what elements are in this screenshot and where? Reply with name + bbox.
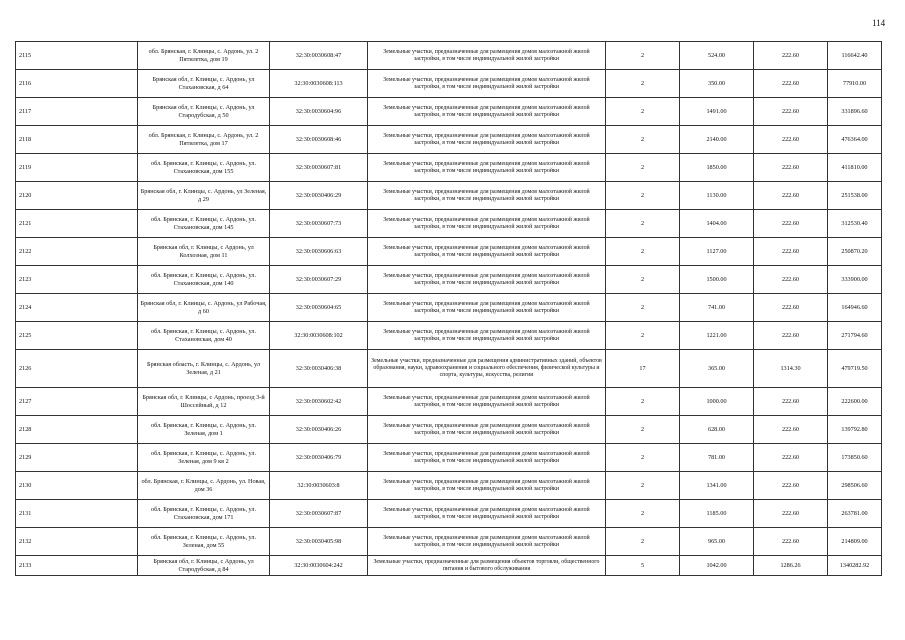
address-cell: Брянская обл, г. Клинцы, с. Ардонь, ул Стародубская, д 50 xyxy=(138,98,270,126)
cadastral-number-cell: 32:30:0030406:26 xyxy=(270,416,368,444)
land-use-cell: Земельные участки, предназначенные для размещения домов малоэтажной жилой застройки, в том числе индивидуальной жилой застройки xyxy=(368,154,606,182)
address-cell: Брянская обл, г. Клинцы, с. Ардонь, ул Зеленая, д 29 xyxy=(138,182,270,210)
unit-value-cell: 222.60 xyxy=(754,70,828,98)
row-number: 2126 xyxy=(16,350,138,388)
table-row xyxy=(16,126,882,154)
group-cell: 2 xyxy=(606,528,680,556)
table-row xyxy=(16,98,882,126)
table-row xyxy=(16,350,882,388)
area-cell: 965.00 xyxy=(680,528,754,556)
land-use-cell: Земельные участки, предназначенные для размещения домов малоэтажной жилой застройки, в том числе индивидуальной жилой застройки xyxy=(368,444,606,472)
table-row xyxy=(16,70,882,98)
land-use-cell: Земельные участки, предназначенные для размещения административных зданий, объектов образования, науки, здравоохранения и социального обеспечения, физической культуры и спорта, культуры, искусства, религии xyxy=(368,350,606,388)
area-cell: 781.00 xyxy=(680,444,754,472)
address-cell: Брянская обл, г. Клинцы, с Ардонь, ул Стародубская, д 84 xyxy=(138,556,270,576)
address-cell: обл. Брянская, г. Клинцы, с. Ардонь, ул. Зеленая, дом 55 xyxy=(138,528,270,556)
cadastral-number-cell: 32:30:0030608:46 xyxy=(270,126,368,154)
address-cell: обл. Брянская, г. Клинцы, с. Ардонь, ул. Стахановская, дом 171 xyxy=(138,500,270,528)
cadastral-number-cell: 32:30:0030603:8 xyxy=(270,472,368,500)
land-use-cell: Земельные участки, предназначенные для размещения домов малоэтажной жилой застройки, в том числе индивидуальной жилой застройки xyxy=(368,98,606,126)
group-cell: 17 xyxy=(606,350,680,388)
land-use-cell: Земельные участки, предназначенные для размещения домов малоэтажной жилой застройки, в том числе индивидуальной жилой застройки xyxy=(368,70,606,98)
table-row xyxy=(16,266,882,294)
cadastral-value-cell: 298506.60 xyxy=(828,472,882,500)
unit-value-cell: 222.60 xyxy=(754,266,828,294)
cadastral-number-cell: 32:30:0030608:102 xyxy=(270,322,368,350)
cadastral-value-cell: 173850.60 xyxy=(828,444,882,472)
cadastral-number-cell: 32:30:0030405:98 xyxy=(270,528,368,556)
area-cell: 741.00 xyxy=(680,294,754,322)
cadastral-value-cell: 164946.60 xyxy=(828,294,882,322)
group-cell: 2 xyxy=(606,238,680,266)
land-use-cell: Земельные участки, предназначенные для размещения домов малоэтажной жилой застройки, в том числе индивидуальной жилой застройки xyxy=(368,42,606,70)
cadastral-value-cell: 139792.80 xyxy=(828,416,882,444)
row-number: 2129 xyxy=(16,444,138,472)
address-cell: обл. Брянская, г. Клинцы, с. Ардонь, ул. Новая, дом 36 xyxy=(138,472,270,500)
address-cell: Брянская обл, г. Клинцы, с Ардонь, проезд 3-й Шоссейный, д 12 xyxy=(138,388,270,416)
unit-value-cell: 222.60 xyxy=(754,500,828,528)
unit-value-cell: 222.60 xyxy=(754,238,828,266)
area-cell: 2140.00 xyxy=(680,126,754,154)
cadastral-number-cell: 32:30:0030607:87 xyxy=(270,500,368,528)
group-cell: 2 xyxy=(606,126,680,154)
row-number: 2121 xyxy=(16,210,138,238)
table-row xyxy=(16,182,882,210)
area-cell: 1850.00 xyxy=(680,154,754,182)
group-cell: 2 xyxy=(606,154,680,182)
unit-value-cell: 222.60 xyxy=(754,444,828,472)
unit-value-cell: 222.60 xyxy=(754,294,828,322)
page-number: 114 xyxy=(872,18,886,28)
table-row xyxy=(16,210,882,238)
cadastral-value-cell: 77910.00 xyxy=(828,70,882,98)
land-use-cell: Земельные участки, предназначенные для размещения домов малоэтажной жилой застройки, в том числе индивидуальной жилой застройки xyxy=(368,500,606,528)
cadastral-value-cell: 333900.00 xyxy=(828,266,882,294)
group-cell: 2 xyxy=(606,210,680,238)
table-row xyxy=(16,556,882,576)
cadastral-number-cell: 32:30:0030406:38 xyxy=(270,350,368,388)
cadastral-number-cell: 32:30:0030607:73 xyxy=(270,210,368,238)
land-use-cell: Земельные участки, предназначенные для размещения домов малоэтажной жилой застройки, в том числе индивидуальной жилой застройки xyxy=(368,416,606,444)
row-number: 2131 xyxy=(16,500,138,528)
unit-value-cell: 222.60 xyxy=(754,472,828,500)
address-cell: Брянская область, г. Клинцы, с. Ардонь, ул Зеленая, д 21 xyxy=(138,350,270,388)
land-use-cell: Земельные участки, предназначенные для размещения домов малоэтажной жилой застройки, в том числе индивидуальной жилой застройки xyxy=(368,266,606,294)
table-row xyxy=(16,472,882,500)
area-cell: 1185.00 xyxy=(680,500,754,528)
cadastral-value-cell: 116642.40 xyxy=(828,42,882,70)
area-cell: 1130.00 xyxy=(680,182,754,210)
row-number: 2125 xyxy=(16,322,138,350)
unit-value-cell: 222.60 xyxy=(754,322,828,350)
table-row xyxy=(16,528,882,556)
table-row xyxy=(16,416,882,444)
unit-value-cell: 222.60 xyxy=(754,182,828,210)
cadastral-value-cell: 479719.50 xyxy=(828,350,882,388)
cadastral-number-cell: 32:30:0030607:29 xyxy=(270,266,368,294)
group-cell: 2 xyxy=(606,500,680,528)
address-cell: обл. Брянская, г. Клинцы, с. Ардонь, ул. Зеленая, дом 9 кв 2 xyxy=(138,444,270,472)
area-cell: 1221.00 xyxy=(680,322,754,350)
cadastral-value-cell: 331896.60 xyxy=(828,98,882,126)
table-row xyxy=(16,388,882,416)
cadastral-number-cell: 32:30:0030406:79 xyxy=(270,444,368,472)
land-use-cell: Земельные участки, предназначенные для размещения объектов торговли, общественного питания и бытового обслуживания xyxy=(368,556,606,576)
unit-value-cell: 222.60 xyxy=(754,388,828,416)
table-body xyxy=(16,42,882,576)
group-cell: 2 xyxy=(606,472,680,500)
row-number: 2119 xyxy=(16,154,138,182)
area-cell: 1500.00 xyxy=(680,266,754,294)
cadastral-number-cell: 32:30:0030604:96 xyxy=(270,98,368,126)
land-use-cell: Земельные участки, предназначенные для размещения домов малоэтажной жилой застройки, в том числе индивидуальной жилой застройки xyxy=(368,472,606,500)
area-cell: 628.00 xyxy=(680,416,754,444)
address-cell: обл. Брянская, г. Клинцы, с. Ардонь, ул. Стахановская, дом 40 xyxy=(138,322,270,350)
cadastral-value-cell: 476364.00 xyxy=(828,126,882,154)
group-cell: 2 xyxy=(606,98,680,126)
area-cell: 1404.00 xyxy=(680,210,754,238)
address-cell: обл. Брянская, г. Клинцы, с. Ардонь, ул. Зеленая, дом 1 xyxy=(138,416,270,444)
area-cell: 524.00 xyxy=(680,42,754,70)
group-cell: 2 xyxy=(606,42,680,70)
address-cell: обл. Брянская, г. Клинцы, с. Ардонь, ул. Стахановская, дом 145 xyxy=(138,210,270,238)
cadastral-number-cell: 32:30:0030604:242 xyxy=(270,556,368,576)
cadastral-number-cell: 32:30:0030608:113 xyxy=(270,70,368,98)
land-use-cell: Земельные участки, предназначенные для размещения домов малоэтажной жилой застройки, в том числе индивидуальной жилой застройки xyxy=(368,388,606,416)
table-row xyxy=(16,500,882,528)
unit-value-cell: 1286.26 xyxy=(754,556,828,576)
land-use-cell: Земельные участки, предназначенные для размещения домов малоэтажной жилой застройки, в том числе индивидуальной жилой застройки xyxy=(368,322,606,350)
group-cell: 2 xyxy=(606,388,680,416)
land-use-cell: Земельные участки, предназначенные для размещения домов малоэтажной жилой застройки, в том числе индивидуальной жилой застройки xyxy=(368,210,606,238)
area-cell: 1491.00 xyxy=(680,98,754,126)
row-number: 2133 xyxy=(16,556,138,576)
address-cell: Брянская обл, г. Клинцы, с. Ардонь, ул Стахановская, д 64 xyxy=(138,70,270,98)
unit-value-cell: 222.60 xyxy=(754,528,828,556)
row-number: 2116 xyxy=(16,70,138,98)
cadastral-value-cell: 1340282.92 xyxy=(828,556,882,576)
area-cell: 1341.00 xyxy=(680,472,754,500)
row-number: 2128 xyxy=(16,416,138,444)
unit-value-cell: 222.60 xyxy=(754,210,828,238)
unit-value-cell: 222.60 xyxy=(754,42,828,70)
land-use-cell: Земельные участки, предназначенные для размещения домов малоэтажной жилой застройки, в том числе индивидуальной жилой застройки xyxy=(368,126,606,154)
address-cell: обл. Брянская, г. Клинцы, с. Ардонь, ул. Стахановская, дом 140 xyxy=(138,266,270,294)
group-cell: 5 xyxy=(606,556,680,576)
cadastral-value-cell: 251538.00 xyxy=(828,182,882,210)
row-number: 2118 xyxy=(16,126,138,154)
cadastral-number-cell: 32:30:0030607:81 xyxy=(270,154,368,182)
unit-value-cell: 222.60 xyxy=(754,154,828,182)
cadastral-value-cell: 271794.60 xyxy=(828,322,882,350)
land-use-cell: Земельные участки, предназначенные для размещения домов малоэтажной жилой застройки, в том числе индивидуальной жилой застройки xyxy=(368,238,606,266)
address-cell: обл. Брянская, г. Клинцы, с. Ардонь, ул. 2 Пятилетка, дом 17 xyxy=(138,126,270,154)
row-number: 2120 xyxy=(16,182,138,210)
group-cell: 2 xyxy=(606,444,680,472)
unit-value-cell: 222.60 xyxy=(754,98,828,126)
table-row xyxy=(16,154,882,182)
row-number: 2127 xyxy=(16,388,138,416)
table-row xyxy=(16,322,882,350)
address-cell: Брянская обл, г. Клинцы, с. Ардонь, ул Рабочая, д 60 xyxy=(138,294,270,322)
cadastral-number-cell: 32:30:0030604:65 xyxy=(270,294,368,322)
cadastral-value-cell: 214809.00 xyxy=(828,528,882,556)
table-row xyxy=(16,294,882,322)
group-cell: 2 xyxy=(606,70,680,98)
cadastral-value-cell: 312530.40 xyxy=(828,210,882,238)
row-number: 2130 xyxy=(16,472,138,500)
area-cell: 365.00 xyxy=(680,350,754,388)
row-number: 2122 xyxy=(16,238,138,266)
group-cell: 2 xyxy=(606,266,680,294)
row-number: 2117 xyxy=(16,98,138,126)
cadastral-value-cell: 222600.00 xyxy=(828,388,882,416)
area-cell: 1000.00 xyxy=(680,388,754,416)
row-number: 2132 xyxy=(16,528,138,556)
area-cell: 1042.00 xyxy=(680,556,754,576)
cadastral-value-cell: 411810.00 xyxy=(828,154,882,182)
cadastral-number-cell: 32:30:0030406:29 xyxy=(270,182,368,210)
cadastral-number-cell: 32:30:0030608:47 xyxy=(270,42,368,70)
row-number: 2124 xyxy=(16,294,138,322)
address-cell: обл. Брянская, г. Клинцы, с. Ардонь, ул. 2 Пятилетка, дом 19 xyxy=(138,42,270,70)
land-use-cell: Земельные участки, предназначенные для размещения домов малоэтажной жилой застройки, в том числе индивидуальной жилой застройки xyxy=(368,294,606,322)
cadastral-value-cell: 263781.00 xyxy=(828,500,882,528)
group-cell: 2 xyxy=(606,182,680,210)
row-number: 2115 xyxy=(16,42,138,70)
area-cell: 1127.00 xyxy=(680,238,754,266)
unit-value-cell: 222.60 xyxy=(754,126,828,154)
cadastral-number-cell: 32:30:0030602:42 xyxy=(270,388,368,416)
land-use-cell: Земельные участки, предназначенные для размещения домов малоэтажной жилой застройки, в том числе индивидуальной жилой застройки xyxy=(368,528,606,556)
table-row xyxy=(16,42,882,70)
group-cell: 2 xyxy=(606,294,680,322)
table-row xyxy=(16,444,882,472)
unit-value-cell: 222.60 xyxy=(754,416,828,444)
group-cell: 2 xyxy=(606,416,680,444)
area-cell: 350.00 xyxy=(680,70,754,98)
unit-value-cell: 1314.30 xyxy=(754,350,828,388)
land-use-cell: Земельные участки, предназначенные для размещения домов малоэтажной жилой застройки, в том числе индивидуальной жилой застройки xyxy=(368,182,606,210)
address-cell: Брянская обл, г. Клинцы, с Ардонь, ул Колхозная, дом 11 xyxy=(138,238,270,266)
cadastral-number-cell: 32:30:0030606:63 xyxy=(270,238,368,266)
table-row xyxy=(16,238,882,266)
group-cell: 2 xyxy=(606,322,680,350)
cadastral-value-cell: 250870.20 xyxy=(828,238,882,266)
row-number: 2123 xyxy=(16,266,138,294)
address-cell: обл. Брянская, г. Клинцы, с. Ардонь, ул. Стахановская, дом 155 xyxy=(138,154,270,182)
cadastral-table xyxy=(15,41,882,576)
